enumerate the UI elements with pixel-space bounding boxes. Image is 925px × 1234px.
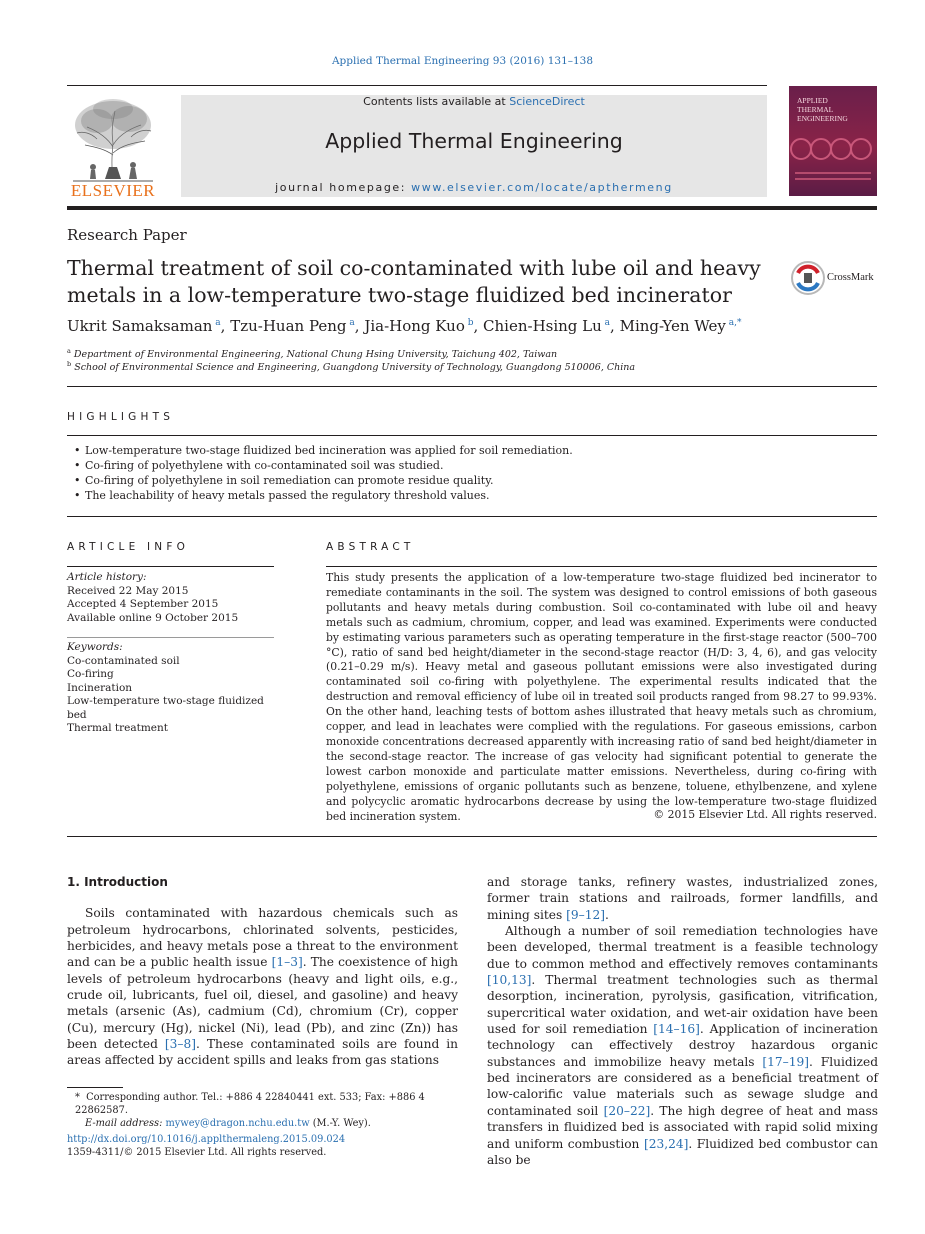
elsevier-wordmark: ELSEVIER bbox=[70, 181, 156, 200]
journal-citation[interactable]: Applied Thermal Engineering 93 (2016) 131–138 bbox=[331, 55, 594, 67]
homepage-prefix: journal homepage: bbox=[275, 181, 412, 194]
highlight-item: • Low-temperature two-stage fluidized bed incineration was applied for soil remediation. bbox=[74, 443, 874, 458]
author-affiliation-mark[interactable]: b bbox=[464, 318, 474, 328]
body-paragraph bbox=[67, 905, 458, 1068]
author-affiliation-mark[interactable]: a bbox=[601, 318, 611, 328]
doi-link[interactable]: http://dx.doi.org/10.1016/j.applthermaleng.2015.09.024 bbox=[67, 1134, 346, 1145]
citation-link[interactable]: [3–8] bbox=[164, 1037, 196, 1052]
cover-title: APPLIED THERMAL ENGINEERING bbox=[797, 96, 848, 123]
citation-link[interactable]: [9–12] bbox=[566, 907, 605, 922]
abstract-rule bbox=[326, 566, 877, 567]
body-top-rule bbox=[67, 836, 877, 837]
affiliation-text: Department of Environmental Engineering, National Chung Hsing University, Taichung 402, Taiwan bbox=[73, 349, 558, 361]
keyword: Co-contaminated soil bbox=[67, 654, 180, 667]
online-date: Available online 9 October 2015 bbox=[67, 611, 239, 624]
keywords-label: Keywords: bbox=[67, 641, 123, 653]
affiliation-mark: a bbox=[67, 347, 71, 355]
author-affiliation-mark[interactable]: a,* bbox=[725, 318, 742, 328]
doi-block bbox=[67, 1133, 345, 1159]
paragraph-text: Although a number of soil remediation technologies have been developed, thermal treatment is a feasible technology due to common method and effectively removes contaminants bbox=[487, 924, 878, 971]
email-label: E-mail address: bbox=[85, 1118, 166, 1129]
article-type: Research Paper bbox=[67, 226, 187, 244]
keyword: Co-firing bbox=[67, 668, 114, 680]
highlights-heading: HIGHLIGHTS bbox=[67, 411, 175, 423]
highlight-item: • Co-firing of polyethylene in soil remediation can promote residue quality. bbox=[74, 473, 874, 488]
highlight-item: • Co-firing of polyethylene with co-contaminated soil was studied. bbox=[74, 458, 874, 473]
author-separator: , bbox=[220, 317, 231, 335]
history-label: Article history: bbox=[67, 571, 147, 583]
paragraph-text: and storage tanks, refinery wastes, industrialized zones, former train stations and railroads, former landfills, and mining sites bbox=[487, 875, 878, 922]
sciencedirect-link[interactable]: ScienceDirect bbox=[509, 95, 585, 108]
issn-line: 1359-4311/© 2015 Elsevier Ltd. All rights reserved. bbox=[67, 1147, 327, 1158]
cover-stripe bbox=[795, 172, 871, 174]
highlight-item: • The leachability of heavy metals passed the regulatory threshold values. bbox=[74, 488, 874, 503]
author-separator: , bbox=[354, 317, 365, 335]
paragraph-text: . bbox=[605, 907, 609, 922]
cover-pattern-icon bbox=[789, 134, 877, 164]
citation-link[interactable]: [1–3] bbox=[271, 955, 303, 970]
contents-available-line bbox=[181, 95, 767, 108]
keyword: Thermal treatment bbox=[67, 722, 168, 734]
article-info-heading: ARTICLE INFO bbox=[67, 541, 190, 553]
citation-link[interactable]: [10,13] bbox=[487, 973, 532, 988]
citation-link[interactable]: [23,24] bbox=[643, 1136, 689, 1151]
footnote-mark: * bbox=[75, 1092, 80, 1103]
highlights-bottom-rule bbox=[67, 516, 877, 517]
accepted-date: Accepted 4 September 2015 bbox=[67, 598, 219, 610]
abstract-copyright: © 2015 Elsevier Ltd. All rights reserved. bbox=[653, 808, 877, 821]
author-name[interactable]: Jia-Hong Kuo bbox=[364, 317, 465, 335]
affiliation-text: School of Environmental Science and Engineering, Guangdong University of Technology, Guangdong 510006, China bbox=[74, 362, 636, 374]
author-email-link[interactable]: mywey@dragon.nchu.edu.tw bbox=[165, 1118, 310, 1129]
section-heading: 1. Introduction bbox=[67, 875, 168, 889]
affiliation-a bbox=[67, 347, 557, 360]
keywords-block bbox=[67, 641, 274, 736]
author-separator: , bbox=[610, 317, 620, 335]
abstract-heading: ABSTRACT bbox=[326, 541, 415, 553]
author-list bbox=[67, 317, 827, 335]
affiliation-b bbox=[67, 360, 635, 373]
keywords-rule bbox=[67, 637, 274, 638]
paragraph-text: . Application of incineration technology can effectively destroy hazardous organic substances and immobilize heavy metals bbox=[487, 1022, 878, 1069]
highlights-top-rule bbox=[67, 435, 877, 436]
contents-prefix: Contents lists available at bbox=[363, 95, 510, 108]
header-thick-rule bbox=[67, 206, 877, 210]
author-affiliation-mark[interactable]: a bbox=[212, 318, 221, 328]
author-name[interactable]: Ukrit Samaksaman bbox=[67, 317, 213, 335]
header-top-rule bbox=[67, 85, 767, 86]
highlights-list bbox=[74, 443, 874, 503]
article-title: Thermal treatment of soil co-contaminated with lube oil and heavy metals in a low-temperature two-stage fluidized bed incinerator bbox=[67, 256, 761, 307]
paragraph-text: Soils contaminated with hazardous chemicals such as petroleum hydrocarbons, chlorinated solvents, pesticides, herbicides, and heavy metals pose a threat to the environment and can be a public health issue bbox=[67, 906, 458, 970]
author-name[interactable]: Tzu-Huan Peng bbox=[230, 317, 347, 335]
journal-homepage-link[interactable]: www.elsevier.com/locate/apthermeng bbox=[411, 181, 673, 194]
citation-link[interactable]: [14–16] bbox=[653, 1022, 700, 1037]
affiliation-mark: b bbox=[67, 360, 72, 368]
journal-cover-image[interactable] bbox=[789, 86, 877, 196]
footnote-line bbox=[67, 1091, 467, 1117]
body-right-column bbox=[487, 874, 878, 1168]
cover-stripe bbox=[795, 178, 871, 180]
paragraph-text: . The high degree of heat and mass transfers in fluidized bed is associated with rapid solid mixing and uniform combustion bbox=[487, 1103, 878, 1151]
section-rule bbox=[67, 386, 877, 387]
citation-link[interactable]: [17–19] bbox=[762, 1054, 810, 1069]
footnote-text: Corresponding author. Tel.: +886 4 22840441 ext. 533; Fax: +886 4 22862587. bbox=[75, 1092, 425, 1116]
citation-link[interactable]: [20–22] bbox=[603, 1103, 651, 1118]
paragraph-text: . Fluidized bed incinerators are considered as a beneficial treatment of low-calorific value materials such as sewage sludge and contaminated soil bbox=[487, 1054, 878, 1118]
author-name[interactable]: Chien-Hsing Lu bbox=[483, 317, 602, 335]
journal-homepage-line bbox=[181, 181, 767, 194]
article-history bbox=[67, 571, 274, 625]
author-affiliation-mark[interactable]: a bbox=[346, 318, 355, 328]
paragraph-text: . Fluidized bed combustor can also be bbox=[487, 1136, 878, 1167]
corresponding-author-footnote bbox=[67, 1091, 467, 1130]
keyword: Incineration bbox=[67, 681, 133, 694]
body-paragraph bbox=[487, 874, 878, 923]
body-left-column bbox=[67, 874, 458, 1069]
paragraph-text: . Thermal treatment technologies such as thermal desorption, incineration, pyrolysis, gasification, vitrification, supercritical water oxidation, and wet-air oxidation have been used for soil remediation bbox=[487, 973, 878, 1037]
author-separator: , bbox=[473, 317, 484, 335]
body-paragraph bbox=[487, 923, 878, 1168]
footnote-email-line bbox=[67, 1117, 467, 1130]
paragraph-text: . The coexistence of high levels of petroleum hydrocarbons (heavy and light oils, e.g., crude oil, lubricants, fuel oil, diesel, and gasoline) and heavy metals (arsenic (As), cadmium (Cd), chromium (Cr), copper (Cu), mercury (Hg), nickel (Ni), lead (Pb), and zinc (Zn)) has been detected bbox=[67, 955, 458, 1052]
author-name[interactable]: Ming-Yen Wey bbox=[619, 317, 726, 335]
crossmark-icon[interactable] bbox=[790, 260, 826, 296]
footnote-rule bbox=[67, 1087, 123, 1088]
paragraph-text: . These contaminated soils are found in areas affected by accident spills and leaks from gas stations bbox=[67, 1037, 459, 1068]
keyword: Low-temperature two-stage fluidized bed bbox=[67, 695, 264, 721]
crossmark-label[interactable]: CrossMark bbox=[827, 272, 874, 283]
received-date: Received 22 May 2015 bbox=[67, 584, 189, 597]
abstract-text: This study presents the application of a low-temperature two-stage fluidized bed incinerator to remediate contaminants in the soil. The system was designed to control emissions of both gaseous pollutants and heavy metals during combustion. Soil co-contaminated with lube oil and heavy metals such as cadmium, chromium, copper, and lead was examined. Experiments were conducted by estimating various parameters such as operating temperature in the first-stage reactor (500–700 °C), ratio of sand bed height/diameter in the second-stage reactor (H/D: 3, 4, 6), and gas velocity (0.21–0.29 m/s). Heavy metal and gaseous pollutant emissions were also investigated during contaminated soil co-firing with polyethylene. The experimental results indicated that the destruction and removal efficiency of lube oil in treated soil products ranged from 98.27 to 99.93%. On the other hand, leaching tests of bottom ashes illustrated that heavy metals such as chromium, copper, and lead in leachates were complied with the regulations. For gaseous emissions, carbon monoxide concentrations decreased apparently with increasing ratio of sand bed height/diameter in the second-stage reactor. The increase of gas velocity had significant potential to generate the lowest carbon monoxide and particulate matter emissions. Nevertheless, during co-firing with polyethylene, emissions of organic pollutants such as benzene, toluene, ethylbenzene, and xylene and polycyclic aromatic hydrocarbons decrease by using the low-temperature two-stage fluidized bed incineration system. bbox=[326, 571, 877, 823]
journal-title: Applied Thermal Engineering bbox=[325, 129, 623, 153]
email-suffix: (M.-Y. Wey). bbox=[309, 1118, 371, 1129]
article-info-rule bbox=[67, 566, 274, 567]
